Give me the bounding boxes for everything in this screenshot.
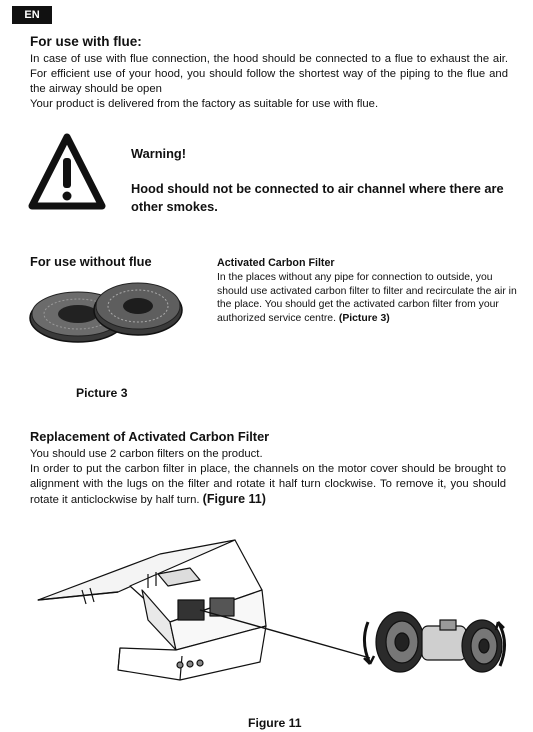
flue-paragraph-2: Your product is delivered from the factory as suitable for use with flue. <box>30 98 379 110</box>
replacement-text-block <box>30 447 506 508</box>
warning-text: Hood should not be connected to air channel where there are other smokes. <box>131 181 504 214</box>
figure-reference: (Figure 11) <box>202 492 266 506</box>
replacement-paragraph-1: You should use 2 carbon filters on the product. <box>30 448 263 460</box>
replacement-heading: Replacement of Activated Carbon Filter <box>30 429 270 444</box>
carbon-filter-title: Activated Carbon Filter <box>217 257 335 269</box>
flue-text-block <box>30 52 508 112</box>
hood-illustration <box>38 540 266 680</box>
carbon-filter-text <box>217 271 517 325</box>
warning-title: Warning! <box>131 146 186 161</box>
flue-paragraph-1: In case of use with flue connection, the hood should be connected to a flue to exhaust the air. For efficient use of your hood, you should follow the shortest way of the piping to the flue and the airway should be open <box>30 53 508 95</box>
hood-filter-diagram <box>30 530 510 710</box>
warning-triangle-icon <box>28 132 106 212</box>
picture-reference: (Picture 3) <box>338 312 390 324</box>
figure-caption: Figure 11 <box>248 716 302 730</box>
carbon-filter-description: In the places without any pipe for connection to outside, you should use activated carbon filter to filter and recirculate the air in the place. You should get the activated carbon filter from your authorized service centre. <box>217 272 517 324</box>
replacement-instructions: In order to put the carbon filter in place, the channels on the motor cover should be brought to alignment with the lugs on the filter and rotate it half turn clockwise. To remove it, you should rotate it anticlockwise by half turn. <box>30 463 506 506</box>
language-badge: EN <box>12 6 52 24</box>
motor-filter-illustration <box>364 612 505 672</box>
replacement-paragraph-2 <box>30 462 506 508</box>
no-flue-heading: For use without flue <box>30 254 152 269</box>
carbon-filter-image <box>26 276 186 346</box>
flue-heading: For use with flue: <box>30 34 142 49</box>
picture-caption: Picture 3 <box>76 386 128 400</box>
